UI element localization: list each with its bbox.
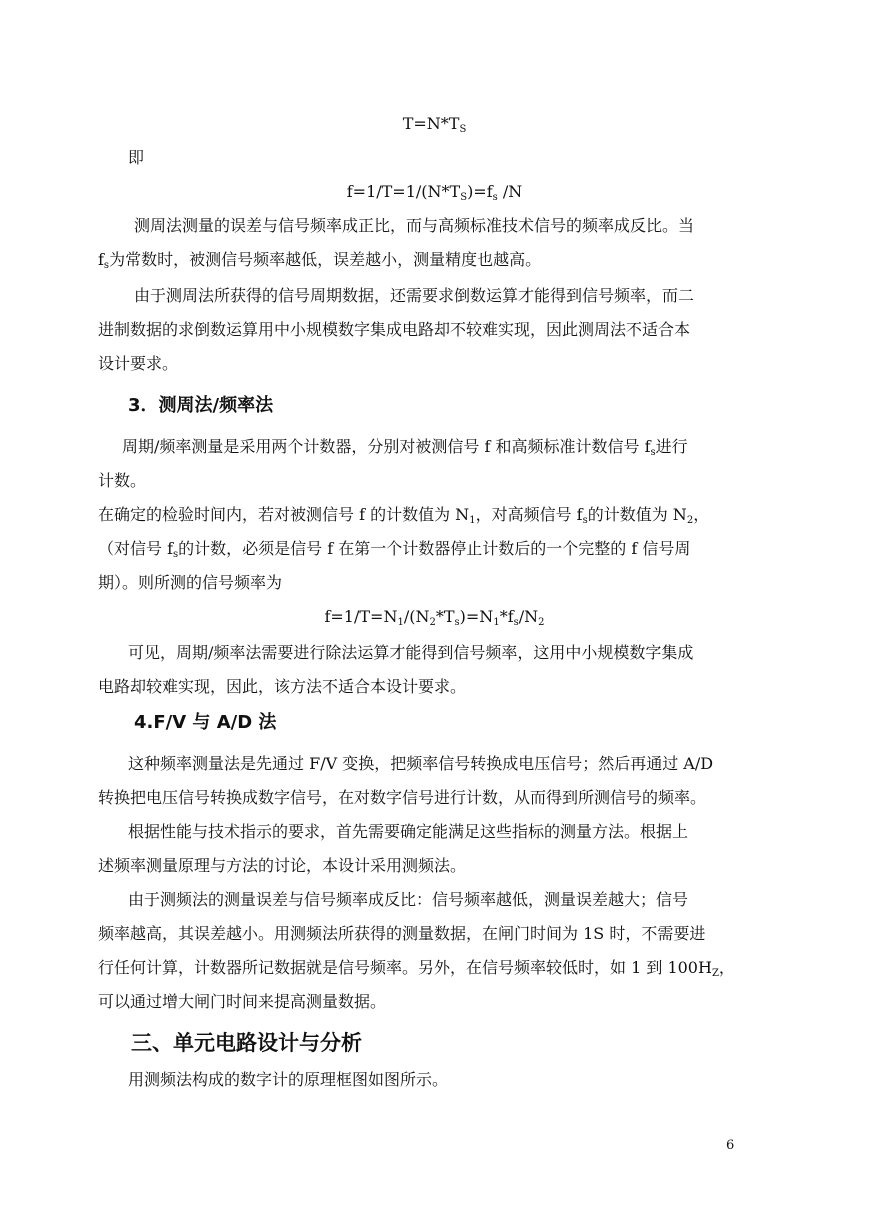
para8-line1: 由于测频法的测量误差与信号频率成反比：信号频率越低，测量误差越大；信号 xyxy=(128,890,689,909)
para2-line3: 设计要求。 xyxy=(98,354,179,373)
para8-line4: 可以通过增大闸门时间来提高测量数据。 xyxy=(98,992,387,1011)
para3-line2: 计数。 xyxy=(98,471,147,490)
para7-line1: 根据性能与技术指示的要求，首先需要确定能满足这些指标的测量方法。根据上 xyxy=(128,822,689,841)
para4-line1: 在确定的检验时间内，若对被测信号 f 的计数值为 $N_1$，对高频信号 $f_s$的计数值为 $N_2$， xyxy=(98,505,710,526)
heading-4: 4.F/V 与 A/D 法 xyxy=(134,712,277,733)
para8-line3: 行任何计算，计数器所记数据就是信号频率。另外，在信号频率较低时，如 1 到 $100H_Z$， xyxy=(98,958,735,979)
para2-line2: 进制数据的求倒数运算用中小规模数字集成电路却不较难实现，因此测周法不适合本 xyxy=(98,320,691,339)
para4-line2: （对信号 $f_s$的计数，必须是信号 f 在第一个计数器停止计数后的一个完整的 f 信号周 xyxy=(98,539,691,560)
formula-t: $T=N*T_S$ xyxy=(402,114,467,135)
para3-line1: 周期/频率测量是采用两个计数器，分别对被测信号 f 和高频标准计数信号 $f_s$进行 xyxy=(122,437,688,458)
para1-line1: 测周法测量的误差与信号频率成正比，而与高频标准技术信号的频率成反比。当 xyxy=(134,216,695,235)
para5-line2: 电路却较难实现，因此，该方法不适合本设计要求。 xyxy=(98,677,467,696)
para5-line1: 可见，周期/频率法需要进行除法运算才能得到信号频率，这用中小规模数字集成 xyxy=(128,643,694,662)
para9-line1: 用测频法构成的数字计的原理框图如图所示。 xyxy=(128,1070,449,1089)
formula-f: $f=1/T=1/(N*T_S)=f_s$ /N xyxy=(346,182,523,203)
word-ji: 即 xyxy=(128,148,145,167)
para2-line1: 由于测周法所获得的信号周期数据，还需要求倒数运算才能得到信号频率，而二 xyxy=(134,286,695,305)
para6-line1: 这种频率测量法是先通过 F/V 变换，把频率信号转换成电压信号；然后再通过 A/D xyxy=(128,754,714,773)
para8-line2: 频率越高，其误差越小。用测频法所获得的测量数据，在闸门时间为 1S 时，不需要进 xyxy=(98,924,706,943)
para1-line2: $f_s$为常数时，被测信号频率越低，误差越小，测量精度也越高。 xyxy=(98,250,542,271)
para7-line2: 述频率测量原理与方法的讨论，本设计采用测频法。 xyxy=(98,856,467,875)
section-3-heading: 三、单元电路设计与分析 xyxy=(131,1031,362,1055)
para4-line3: 期）。则所测的信号频率为 xyxy=(98,573,283,592)
heading-3: 3．测周法/频率法 xyxy=(128,395,274,416)
page-number: 6 xyxy=(726,1138,735,1153)
formula-f2: $f=1/T=N_1/(N_2*T_s)=N_1*f_s/N_2$ xyxy=(324,607,545,628)
para6-line2: 转换把电压信号转换成数字信号，在对数字信号进行计数，从而得到所测信号的频率。 xyxy=(98,788,707,807)
